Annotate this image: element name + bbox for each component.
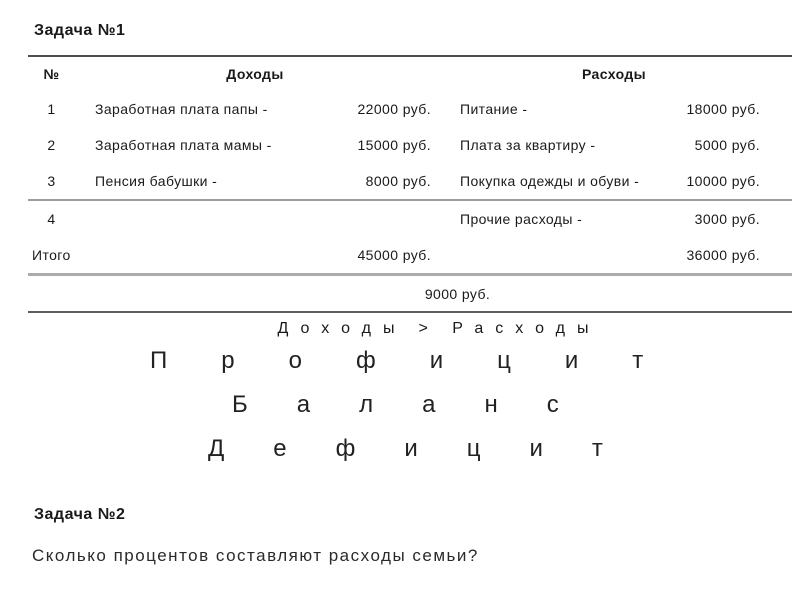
total-income-value: 45000 руб.	[357, 247, 431, 263]
comparison-row	[86, 313, 792, 345]
income-label: Заработная плата папы -	[95, 101, 268, 117]
difference-row	[28, 276, 792, 311]
task1-title: Задача №1	[34, 22, 126, 39]
task2-title: Задача №2	[34, 506, 126, 523]
expense-value: 10000 руб.	[686, 173, 760, 189]
header-income: Доходы	[226, 66, 284, 82]
row-number: 1	[47, 101, 56, 117]
header-expense: Расходы	[582, 66, 646, 82]
difference-value: 9000 руб.	[424, 285, 491, 302]
expense-label: Прочие расходы -	[460, 211, 583, 227]
table-row	[28, 163, 792, 199]
table-row	[28, 201, 792, 237]
expense-label: Питание -	[460, 101, 528, 117]
expense-label: Плата за квартиру -	[460, 137, 596, 153]
expense-value: 3000 руб.	[694, 211, 760, 227]
income-value: 15000 руб.	[357, 137, 431, 153]
expense-value: 18000 руб.	[686, 101, 760, 117]
income-value: 22000 руб.	[357, 101, 431, 117]
expense-value: 5000 руб.	[694, 137, 760, 153]
income-value: 8000 руб.	[365, 173, 431, 189]
table-row	[28, 91, 792, 127]
greater-than-sign: >	[418, 320, 429, 337]
total-expense-value: 36000 руб.	[686, 247, 760, 263]
answer-option-balance: Баланс	[232, 391, 608, 418]
table-header-row	[28, 57, 792, 91]
answer-option-deficit: Дефицит	[208, 435, 652, 462]
row-number: 3	[47, 173, 56, 189]
income-label: Заработная плата мамы -	[95, 137, 272, 153]
header-number: №	[43, 66, 60, 82]
task2-question: Сколько процентов составляют расходы семьи?	[32, 546, 479, 565]
budget-table	[28, 55, 792, 345]
answer-option-surplus: Профицит	[150, 347, 698, 374]
expense-label: Покупка одежды и обуви -	[460, 173, 640, 189]
total-label: Итого	[32, 247, 71, 263]
table-row	[28, 127, 792, 163]
comparison-right-word: Расходы	[452, 320, 601, 337]
row-number: 2	[47, 137, 56, 153]
total-row	[28, 237, 792, 273]
income-label: Пенсия бабушки -	[95, 173, 218, 189]
row-number: 4	[47, 211, 56, 227]
comparison-left-word: Доходы	[277, 320, 407, 337]
